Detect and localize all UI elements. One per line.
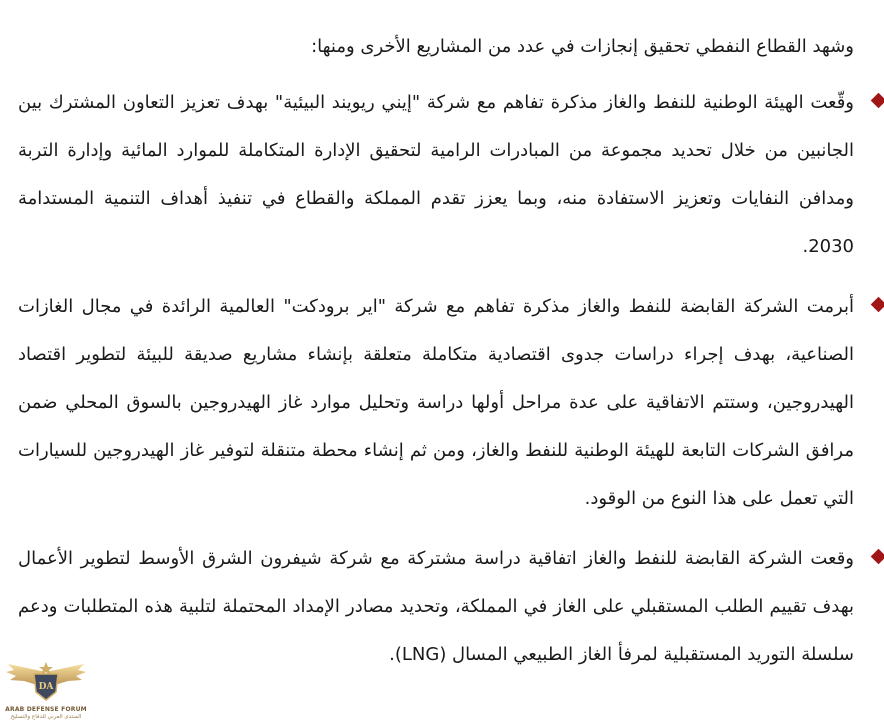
- diamond-bullet-icon: [871, 93, 884, 109]
- document-body: [18, 22, 854, 679]
- watermark-logo: [4, 654, 88, 721]
- diamond-bullet-icon: [871, 297, 884, 313]
- watermark-name-ar: المنتدى العربي للدفاع والتسليح: [10, 714, 82, 720]
- list-item-chevron-study: [18, 535, 854, 679]
- svg-text:DA: DA: [38, 682, 54, 692]
- list-item-rewind-mou: [18, 79, 854, 271]
- diamond-bullet-icon: [871, 549, 884, 565]
- list-item-air-products-mou: [18, 283, 854, 523]
- list-item-text: وقّعت الهيئة الوطنية للنفط والغاز مذكرة تفاهم مع شركة "إيني ريويند البيئية" بهدف تعزيز التعاون المشترك بين الجانبين من خلال تحديد مجموعة من المبادرات الرامية لتحقيق الإدارة المتكاملة للموارد المائية وإدارة التربة ومدافن النفايات وتعزيز الاستفادة منه، وبما يعزز تقدم المملكة والقطاع في تنفيذ أهداف التنمية المستدامة 2030.: [18, 92, 854, 257]
- watermark-name-en: ARAB DEFENSE FORUM: [5, 706, 87, 713]
- eagle-emblem-icon: [4, 654, 88, 706]
- list-item-text: وقعت الشركة القابضة للنفط والغاز اتفاقية دراسة مشتركة مع شركة شيفرون الشرق الأوسط لتطوير الأعمال بهدف تقييم الطلب المستقبلي على الغاز في المملكة، وتحديد مصادر الإمداد المحتملة لتلبية هذه المتطلبات ودعم سلسلة التوريد المستقبلية لمرفأ الغاز الطبيعي المسال (LNG).: [18, 548, 854, 665]
- intro-paragraph: وشهد القطاع النفطي تحقيق إنجازات في عدد من المشاريع الأخرى ومنها:: [311, 36, 854, 57]
- list-item-text: أبرمت الشركة القابضة للنفط والغاز مذكرة تفاهم مع شركة "اير برودكت" العالمية الرائدة في مجال الغازات الصناعية، بهدف إجراء دراسات جدوى اقتصادية متكاملة متعلقة بإنشاء مشاريع صديقة للبيئة لتطوير اقتصاد الهيدروجين، وستتم الاتفاقية على عدة مراحل أولها دراسة وتحليل موارد غاز الهيدروجين بالسوق المحلي ضمن مرافق الشركات التابعة للهيئة الوطنية للنفط والغاز، ومن ثم إنشاء محطة متنقلة لتوفير غاز الهيدروجين للسيارات التي تعمل على هذا النوع من الوقود.: [18, 296, 854, 509]
